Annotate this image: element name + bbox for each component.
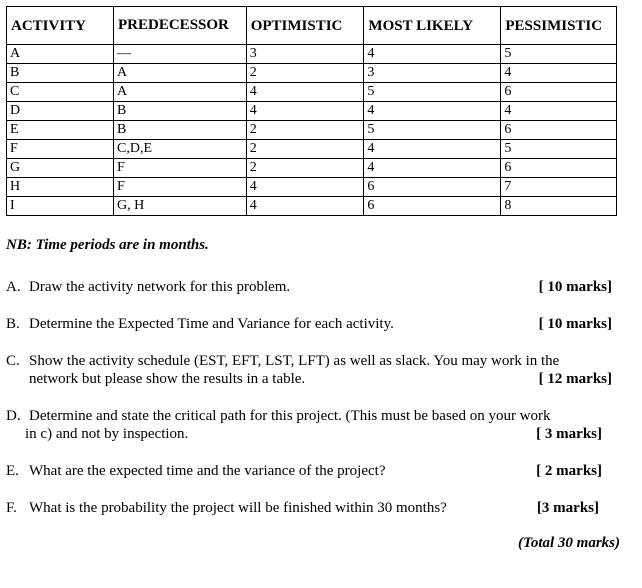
cell-optimistic: 4 xyxy=(246,197,364,216)
question-text-continued: in c) and not by inspection. xyxy=(25,426,189,442)
cell-optimistic: 2 xyxy=(246,159,364,178)
cell-most-likely: 4 xyxy=(364,102,501,121)
cell-most-likely: 4 xyxy=(364,45,501,64)
question-letter: D. xyxy=(6,408,21,424)
question-marks: [ 10 marks] xyxy=(538,316,612,332)
cell-most-likely: 4 xyxy=(364,140,501,159)
header-most-likely: MOST LIKELY xyxy=(364,7,501,45)
table-row xyxy=(7,178,617,197)
question-text: What is the probability the project will be finished within 30 months? xyxy=(29,500,447,516)
cell-activity: H xyxy=(7,178,114,197)
time-period-note: NB: Time periods are in months. xyxy=(6,237,209,253)
table-row xyxy=(7,121,617,140)
cell-pessimistic: 5 xyxy=(501,45,617,64)
cell-predecessor: A xyxy=(114,83,247,102)
cell-optimistic: 4 xyxy=(246,83,364,102)
cell-activity: G xyxy=(7,159,114,178)
cell-pessimistic: 4 xyxy=(501,64,617,83)
question-letter: E. xyxy=(6,463,19,479)
cell-pessimistic: 6 xyxy=(501,159,617,178)
cell-optimistic: 2 xyxy=(246,64,364,83)
header-pessimistic: PESSIMISTIC xyxy=(501,7,617,45)
question-letter: B. xyxy=(6,316,20,332)
cell-predecessor: B xyxy=(114,102,247,121)
cell-activity: D xyxy=(7,102,114,121)
question-text: What are the expected time and the variance of the project? xyxy=(29,463,386,479)
cell-predecessor: F xyxy=(114,178,247,197)
cell-activity: B xyxy=(7,64,114,83)
table-header-row xyxy=(7,7,617,45)
header-activity: ACTIVITY xyxy=(7,7,114,45)
cell-predecessor: — xyxy=(114,45,247,64)
cell-optimistic: 2 xyxy=(246,140,364,159)
cell-pessimistic: 8 xyxy=(501,197,617,216)
cell-most-likely: 6 xyxy=(364,178,501,197)
question-letter: C. xyxy=(6,353,20,369)
question-letter: A. xyxy=(6,279,21,295)
cell-most-likely: 4 xyxy=(364,159,501,178)
cell-pessimistic: 4 xyxy=(501,102,617,121)
question-text: Draw the activity network for this problem. xyxy=(29,279,291,295)
cell-most-likely: 3 xyxy=(364,64,501,83)
cell-predecessor: F xyxy=(114,159,247,178)
cell-activity: I xyxy=(7,197,114,216)
cell-pessimistic: 7 xyxy=(501,178,617,197)
cell-activity: A xyxy=(7,45,114,64)
cell-pessimistic: 5 xyxy=(501,140,617,159)
cell-optimistic: 3 xyxy=(246,45,364,64)
cell-predecessor: C,D,E xyxy=(114,140,247,159)
activity-table xyxy=(6,6,617,216)
table-row xyxy=(7,159,617,178)
header-predecessor: PREDECESSOR xyxy=(114,7,247,45)
cell-predecessor: A xyxy=(114,64,247,83)
table-row xyxy=(7,197,617,216)
cell-predecessor: B xyxy=(114,121,247,140)
question-marks: [ 12 marks] xyxy=(538,371,612,387)
question-text: Show the activity schedule (EST, EFT, LST, LFT) as well as slack. You may work in the xyxy=(29,353,560,369)
cell-optimistic: 4 xyxy=(246,102,364,121)
table-row xyxy=(7,83,617,102)
question-letter: F. xyxy=(6,500,17,516)
cell-most-likely: 5 xyxy=(364,121,501,140)
question-marks: [ 2 marks] xyxy=(536,463,602,479)
cell-activity: E xyxy=(7,121,114,140)
cell-pessimistic: 6 xyxy=(501,83,617,102)
cell-optimistic: 4 xyxy=(246,178,364,197)
cell-most-likely: 6 xyxy=(364,197,501,216)
question-marks: [ 3 marks] xyxy=(536,426,602,442)
question-marks: [3 marks] xyxy=(536,500,599,516)
cell-activity: F xyxy=(7,140,114,159)
cell-predecessor: G, H xyxy=(114,197,247,216)
question-text: Determine the Expected Time and Variance for each activity. xyxy=(29,316,394,332)
question-text: Determine and state the critical path for this project. (This must be based on your work xyxy=(29,408,551,424)
table-row xyxy=(7,64,617,83)
table-row xyxy=(7,140,617,159)
cell-optimistic: 2 xyxy=(246,121,364,140)
table-row xyxy=(7,102,617,121)
question-marks: [ 10 marks] xyxy=(538,279,612,295)
cell-most-likely: 5 xyxy=(364,83,501,102)
header-optimistic: OPTIMISTIC xyxy=(246,7,364,45)
table-row xyxy=(7,45,617,64)
cell-activity: C xyxy=(7,83,114,102)
total-marks: (Total 30 marks) xyxy=(518,535,620,551)
cell-pessimistic: 6 xyxy=(501,121,617,140)
question-text-continued: network but please show the results in a table. xyxy=(29,371,306,387)
